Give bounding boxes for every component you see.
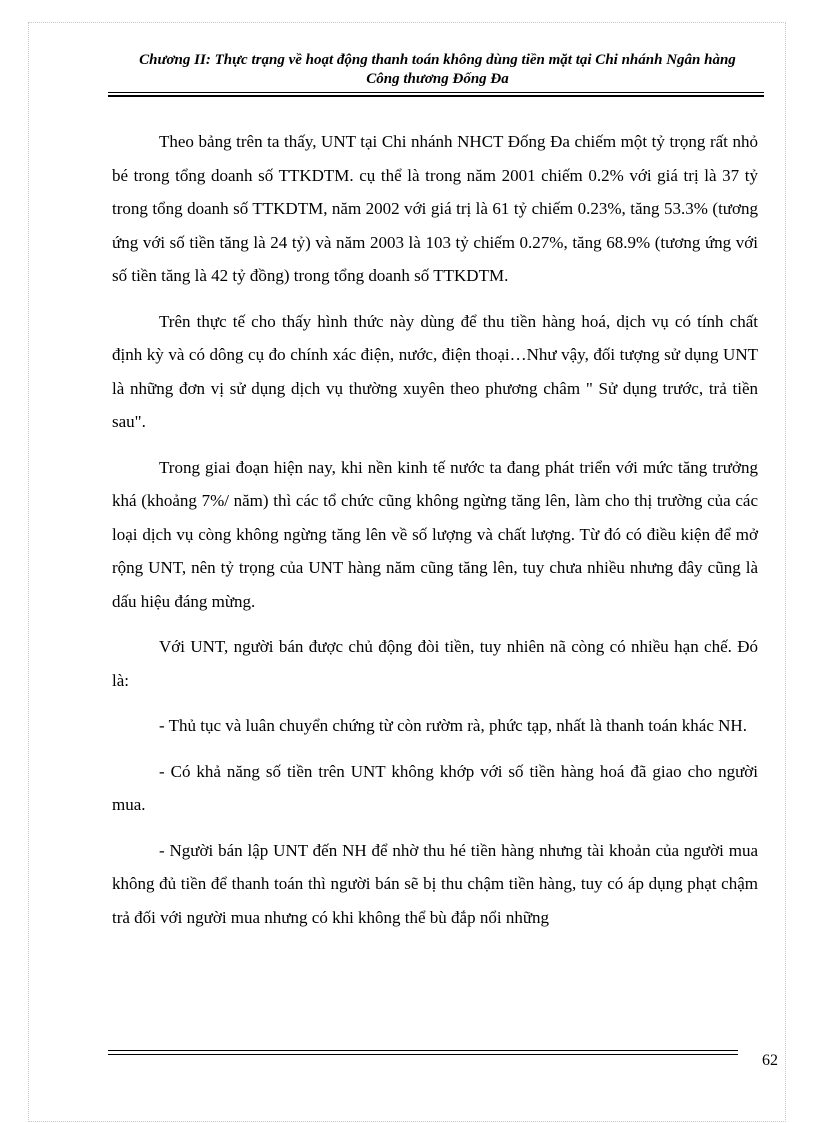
header-divider xyxy=(108,92,764,97)
paragraph-3: Trong giai đoạn hiện nay, khi nền kinh tế nước ta đang phát triển với mức tăng trưởng khá (khoảng 7%/ năm) thì các tổ chức cũng không ngừng tăng lên, làm cho thị trường của các loại dịch vụ còng không ngừng tăng lên về số lượng và chất lượng. Từ đó có điều kiện để mở rộng UNT, nên tỷ trọng của UNT hàng năm cũng tăng lên, tuy chưa nhiều nhưng đây cũng là dấu hiệu đáng mừng. xyxy=(112,457,758,611)
footer-rule-bottom xyxy=(108,1054,738,1055)
header-rule-thin xyxy=(108,92,764,93)
chapter-header xyxy=(110,51,765,89)
chapter-header-line-1: Chương II: Thực trạng về hoạt động thanh toán không dùng tiền mặt tại Chi nhánh Ngân hàng xyxy=(139,52,736,68)
paragraph-5: - Thủ tục và luân chuyển chứng từ còn rườm rà, phức tạp, nhất là thanh toán khác NH. xyxy=(159,716,747,735)
header-rule-thick xyxy=(108,95,764,97)
footer-rule-top xyxy=(108,1050,738,1051)
paragraph-1: Theo bảng trên ta thấy, UNT tại Chi nhánh NHCT Đống Đa chiếm một tỷ trọng rất nhỏ bé trong tổng doanh số TTKDTM. cụ thể là trong năm 2001 chiếm 0.2% với giá trị là 37 tỷ trong tổng doanh số TTKDTM, năm 2002 với giá trị là 61 tỷ chiếm 0.23%, tăng 53.3% (tương ứng với số tiền tăng là 24 tỷ) và năm 2003 là 103 tỷ chiếm 0.27%, tăng 68.9% (tương ứng với số tiền tăng là 42 tỷ đồng) trong tổng doanh số TTKDTM. xyxy=(112,132,758,285)
paragraph-4: Với UNT, người bán được chủ động đòi tiền, tuy nhiên nã còng có nhiều hạn chế. Đó là: xyxy=(112,637,758,690)
paragraph-7: - Người bán lập UNT đến NH để nhờ thu hé tiền hàng nhưng tài khoản của người mua không đủ tiền để thanh toán thì người bán sẽ bị thu chậm tiền hàng, tuy có áp dụng phạt chậm trả đối với người mua nhưng có khi không thể bù đắp nổi những xyxy=(112,840,758,927)
body-text xyxy=(112,125,758,946)
chapter-header-line-2: Công thương Đống Đa xyxy=(366,71,509,87)
paragraph-6: - Có khả năng số tiền trên UNT không khớp với số tiền hàng hoá đã giao cho người mua. xyxy=(112,761,758,814)
footer-divider xyxy=(108,1050,738,1055)
paragraph-2: Trên thực tế cho thấy hình thức này dùng để thu tiền hàng hoá, dịch vụ có tính chất định kỳ và có dông cụ đo chính xác điện, nước, điện thoại…Như vậy, đối tượng sử dụng UNT là những đơn vị sử dụng dịch vụ thường xuyên theo phương châm " Sử dụng trước, trả tiền sau". xyxy=(112,311,758,431)
page-number: 62 xyxy=(762,1052,778,1069)
